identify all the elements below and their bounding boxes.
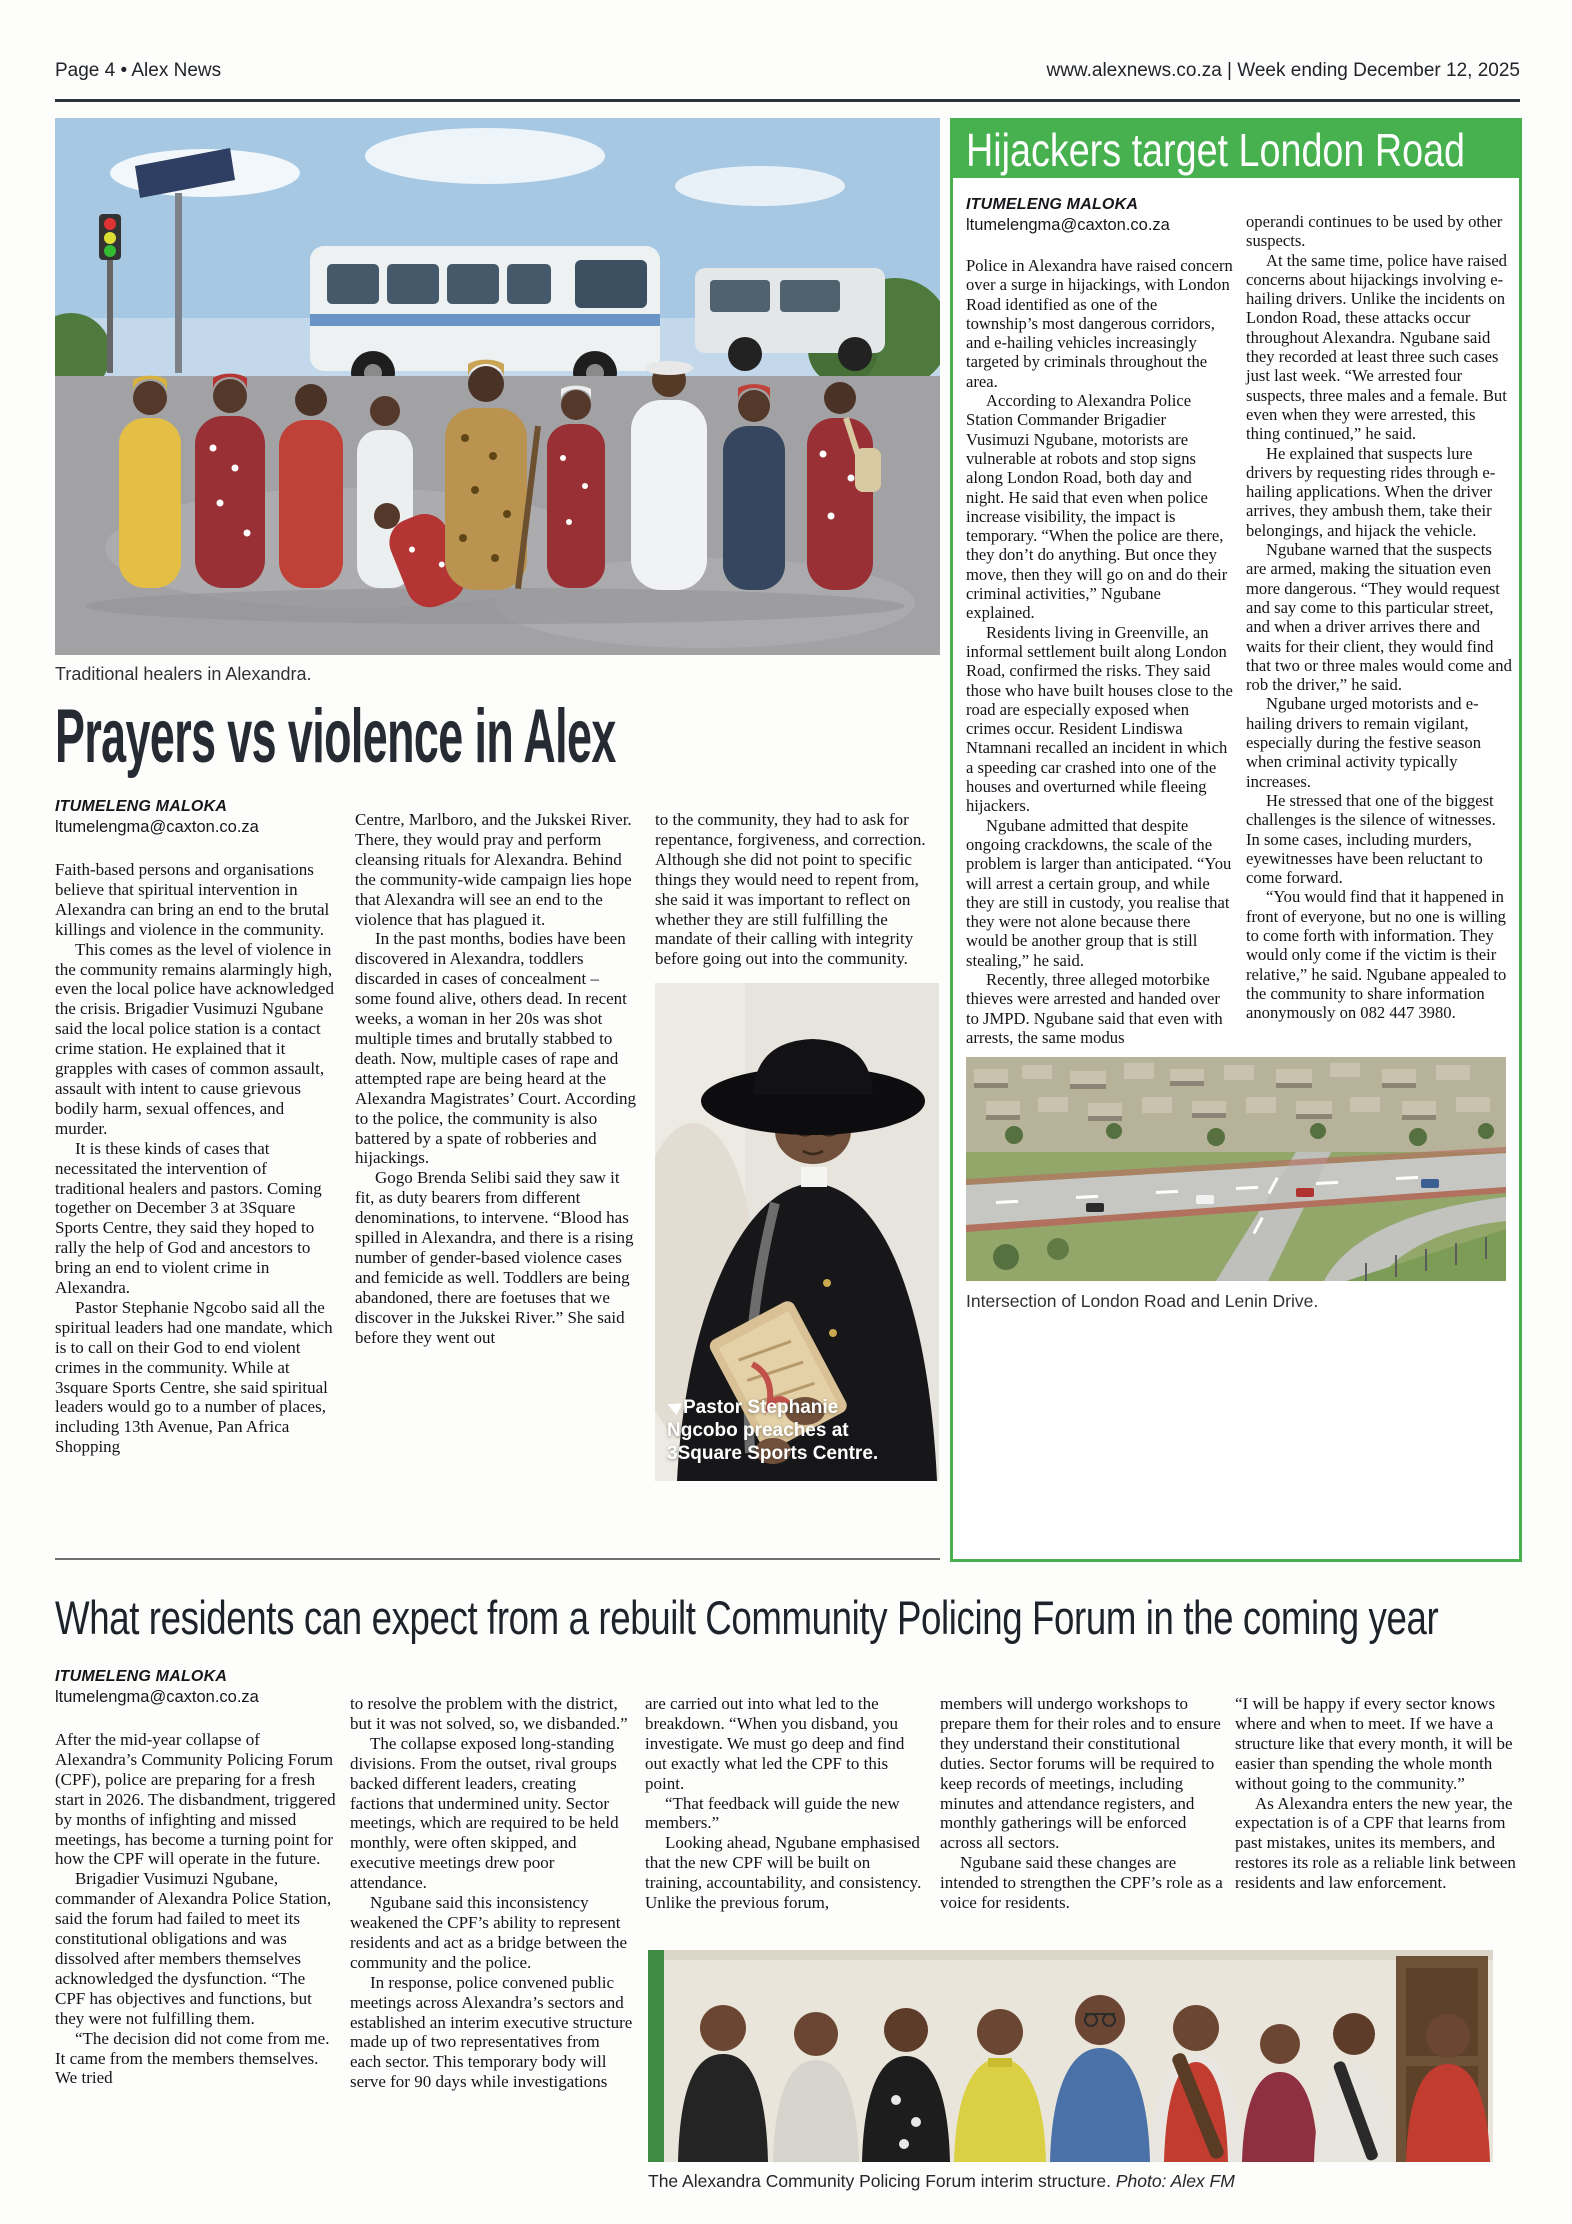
paragraph: to resolve the problem with the district, but it was not solved, so, we disbanded.”	[350, 1694, 628, 1733]
healers-photo-image	[55, 118, 940, 655]
paragraph: Ngubane said this inconsistency weakened the CPF’s ability to represent residents and act as a bridge between the community and the police.	[350, 1893, 628, 1972]
paragraph: Ngubane said these changes are intended to strengthen the CPF’s role as a voice for residents.	[940, 1853, 1223, 1913]
column-text	[645, 1694, 928, 1913]
section-divider	[55, 1558, 940, 1560]
pastor-caption-text: Pastor Stephanie Ngcobo preaches at 3Square Sports Centre.	[667, 1397, 879, 1465]
paragraph: As Alexandra enters the new year, the expectation is of a CPF that learns from past mistakes, unites its members, and restores its role as a reliable link between residents and law enforcement.	[1235, 1793, 1516, 1893]
cpf-group-photo-image	[648, 1950, 1493, 2162]
hijackers-column-2	[1246, 192, 1513, 1047]
site-and-date: www.alexnews.co.za | Week ending December 12, 2025	[1046, 60, 1520, 81]
paragraph: He explained that suspects lure drivers by requesting rides through e-hailing applications. When the driver arrives, they ambush them, take their belongings, and hijack the vehicle.	[1246, 443, 1496, 540]
paragraph: Ngubane warned that the suspects are armed, making the situation even more dangerous. “They would request and say come to this particular street, and when a driver arrives there and waits for their client, they would find that two or three males would come and rob the driver,” he said.	[1246, 540, 1512, 695]
paragraph: According to Alexandra Police Station Commander Brigadier Vusimuzi Ngubane, motorists are vulnerable at robots and stop signs along London Road, both day and night. He said that even when police increase visibility, the impact is temporary. “When the police are there, they don’t do anything. But once they move, then they will go on and do their criminal activities,” Ngubane explained.	[966, 391, 1228, 623]
column-text	[55, 1730, 338, 2088]
healers-photo	[55, 118, 940, 655]
cpf-column-1	[55, 1664, 338, 2092]
main-headline: Prayers vs violence in Alex	[55, 694, 616, 779]
paragraph: In the past months, bodies have been discovered in Alexandra, toddlers discarded in cases of concealment – some found alive, others dead. In recent weeks, a woman in her 20s was shot multiple times and brutally stabbed to death. Now, multiple cases of rape and attempted rape are being heard at the Alexandra Magistrates’ Court. According to the police, the community is also battered by a spate of robberies and hijackings.	[355, 929, 637, 1168]
paragraph: At the same time, police have raised concerns about hijackings involving e-hailing drivers. Unlike the incidents on London Road, these attacks occur throughout Alexandra. Ngubane said they recorded at least three such cases just last week. “We arrested four suspects, three males and a female. But even when they were arrested, this thing continued,” he said.	[1246, 250, 1507, 444]
hijackers-article	[950, 118, 1522, 1562]
paragraph: Recently, three alleged motorbike thieves were arrested and handed over to JMPD. Ngubane said that even with arrests, the same modus	[966, 969, 1223, 1047]
paragraph: to the community, they had to ask for repentance, forgiveness, and correction. Although she did not point to specific things they would need to repent from, she said it was important to reflect on whether they are still fulfilling the mandate of their calling with integrity before going out into the community.	[655, 810, 926, 969]
paragraph: Brigadier Vusimuzi Ngubane, commander of Alexandra Police Station, said the forum had failed to meet its constitutional obligations and was dissolved after members themselves acknowledged the dysfunction. “The CPF has objectives and functions, but they were not fulfilling them.	[55, 1869, 332, 2028]
paragraph: “That feedback will guide the new members.”	[645, 1793, 900, 1833]
pastor-photo	[655, 983, 939, 1481]
hijackers-columns	[953, 192, 1519, 1047]
pastor-photo-caption	[667, 1396, 912, 1465]
paragraph: It is these kinds of cases that necessitated the intervention of traditional healers and pastors. Coming together on December 3 at 3Square Sports Centre, they said they hoped to rally the help of God and ancestors to bring an end to violent crime in Alexandra.	[55, 1138, 322, 1298]
byline	[55, 794, 339, 860]
main-headline-wrap	[55, 692, 940, 782]
paragraph: operandi continues to be used by other suspects.	[1246, 212, 1503, 251]
header-rule	[55, 99, 1520, 102]
cpf-photo-caption	[648, 2170, 1235, 2192]
paragraph: He stressed that one of the biggest challenges is the silence of witnesses. In some cases, including murders, eyewitnesses have been reluctant to come forward.	[1246, 790, 1496, 888]
column-text	[940, 1694, 1223, 1913]
paragraph: Ngubane urged motorists and e-hailing drivers to remain vigilant, especially during the festive season when criminal activity typically increases.	[1246, 694, 1482, 791]
column-text	[350, 1694, 633, 2092]
cpf-caption-text: The Alexandra Community Policing Forum interim structure.	[648, 2171, 1111, 2191]
byline-author: ITUMELENG MALOKA	[966, 196, 1139, 213]
intersection-photo-image	[966, 1057, 1506, 1281]
paragraph: Faith-based persons and organisations believe that spiritual intervention in Alexandra can bring an end to the brutal killings and violence in the community.	[55, 860, 330, 939]
cursor-icon	[665, 1398, 682, 1415]
byline-email: ltumelengma@caxton.co.za	[966, 216, 1170, 234]
page-number-masthead: Page 4 • Alex News	[55, 60, 222, 81]
cpf-column-2	[350, 1664, 633, 2092]
intersection-photo	[966, 1057, 1506, 1281]
paragraph: This comes as the level of violence in the community remains alarmingly high, even the local police have acknowledged the crisis. Brigadier Vusimuzi Ngubane said the local police station is a contact crime station. He explained that it grapples with cases of common assault, assault with intent to cause grievous bodily harm, sexual offences, and murder.	[55, 939, 334, 1138]
paragraph: Looking ahead, Ngubane emphasised that the new CPF will be built on training, accountability, and consistency. Unlike the previous forum,	[645, 1833, 922, 1913]
paragraph: are carried out into what led to the breakdown. “When you disband, you investigate. We must go deep and find out exactly what led the CPF to this point.	[645, 1694, 905, 1793]
byline-email: ltumelengma@caxton.co.za	[55, 1688, 259, 1706]
byline	[966, 192, 1233, 256]
column-text	[1235, 1694, 1518, 1893]
paragraph: Centre, Marlboro, and the Jukskei River. There, they would pray and perform cleansing rituals for Alexandra. Behind the community-wide campaign lies hope that Alexandra will see an end to the violence that has plagued it.	[355, 810, 632, 929]
paragraph: After the mid-year collapse of Alexandra’s Community Policing Forum (CPF), police are preparing for a fresh start in 2026. The disbandment, triggered by months of infighting and missed meetings, has become a turning point for how the CPF will operate in the future.	[55, 1730, 336, 1869]
paragraph: Gogo Brenda Selibi said they saw it fit, as duty bearers from different denominations, to intervene. “Blood has spilled in Alexandra, and there is a rising number of gender-based violence cases and femicide as well. Toddlers are being abandoned, there are foetuses that we discover in the Jukskei River.” She said before they went out	[355, 1168, 634, 1347]
hijackers-headline: Hijackers target London Road	[966, 123, 1466, 176]
byline-author: ITUMELENG MALOKA	[55, 1668, 228, 1685]
article-column-1	[55, 794, 339, 1558]
photo-credit: Photo: Alex FM	[1115, 2171, 1235, 2191]
intersection-photo-caption: Intersection of London Road and Lenin Drive.	[966, 1291, 1319, 1312]
byline-author: ITUMELENG MALOKA	[55, 798, 228, 815]
paragraph: Residents living in Greenville, an informal settlement built along London Road, confirmed the risks. They said those who have built houses close to the road are especially exposed when crimes occur. Resident Lindiswa Ntamnani recalled an incident in which a speeding car crashed into one of the houses and overturned while fleeing hijackers.	[966, 622, 1233, 816]
paragraph: “I will be happy if every sector knows where and when to meet. If we have a structure like that every month, it will be easier than spending the whole month without going to the community.”	[1235, 1694, 1513, 1793]
column-text	[1246, 212, 1513, 1022]
paragraph: The collapse exposed long-standing divisions. From the outset, rival groups backed different leaders, creating factions that undermined unity. Sector meetings, which are required to be held monthly, were often skipped, and executive meetings drew poor attendance.	[350, 1733, 619, 1893]
byline-email: ltumelengma@caxton.co.za	[55, 818, 259, 836]
byline	[55, 1664, 338, 1730]
article-column-2	[355, 794, 639, 1558]
cpf-group-photo	[648, 1950, 1493, 2162]
hijackers-column-1	[966, 192, 1233, 1047]
paragraph: “The decision did not come from me. It came from the members themselves. We tried	[55, 2028, 330, 2088]
column-text	[55, 860, 339, 1457]
column-text	[655, 810, 939, 969]
hijackers-headline-banner	[953, 121, 1519, 178]
healers-photo-caption: Traditional healers in Alexandra.	[55, 664, 312, 684]
paragraph: Ngubane admitted that despite ongoing crackdowns, the scale of the problem is larger than anticipated. “You will arrest a certain group, and while they are still in custody, you realise that they were not alone because there would be another group that is still stealing,” he said.	[966, 815, 1232, 970]
paragraph: Pastor Stephanie Ngcobo said all the spiritual leaders had one mandate, which is to call on their God to end violent crimes in the community. While at 3square Sports Centre, she said spiritual leaders would go to a number of places, including 13th Avenue, Pan Africa Shopping	[55, 1297, 333, 1457]
article-column-3	[655, 794, 939, 1558]
page-header	[55, 58, 1520, 84]
paragraph: members will undergo workshops to prepare them for their roles and to ensure they understand their constitutional duties. Sector forums will be required to keep records of meetings, including minutes and attendance registers, and monthly gatherings will be enforced across all sectors.	[940, 1694, 1221, 1853]
cpf-headline-wrap	[55, 1588, 1519, 1650]
main-article	[55, 118, 940, 1560]
paragraph: Police in Alexandra have raised concern over a surge in hijackings, with London Road identified as one of the township’s most dangerous corridors, and e-hailing vehicles increasingly targeted by criminals throughout the area.	[966, 256, 1233, 391]
main-article-columns	[55, 794, 940, 1558]
column-text	[966, 256, 1233, 1047]
cpf-headline: What residents can expect from a rebuilt Community Policing Forum in the coming year	[55, 1591, 1439, 1644]
cpf-article	[55, 1588, 1519, 2224]
paragraph: In response, police convened public meetings across Alexandra’s sectors and established an interim executive structure made up of two representatives from each sector. This temporary body will serve for 90 days while investigations	[350, 1972, 633, 2092]
column-text	[355, 810, 639, 1347]
paragraph: “You would find that it happened in front of everyone, but no one is willing to come forth with information. They would only come if the victim is their relative,” he said. Ngubane appealed to the community to share information anonymously on 082 447 3980.	[1246, 887, 1507, 1023]
